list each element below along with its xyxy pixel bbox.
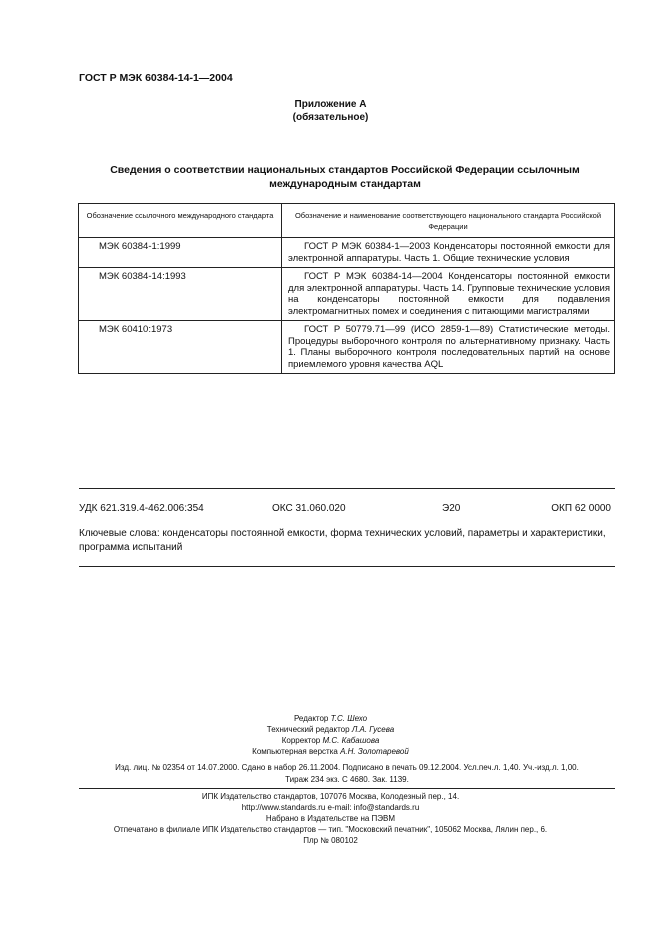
layout-label: Компьютерная верстка xyxy=(252,747,338,756)
tech-editor-name: Л.А. Гусева xyxy=(351,725,395,734)
table-cell-national: ГОСТ Р 50779.71—99 (ИСО 2859-1—89) Статистические методы. Процедуры выборочного контроля по альтернативному признаку. Часть 1. Планы выборочного контроля последовательных партий на основе приемлемого уровня качества AQL xyxy=(282,321,615,374)
table-header-row xyxy=(79,204,615,238)
layout-name: А.Н. Золотаревой xyxy=(340,747,409,756)
e-code: Э20 xyxy=(442,503,461,514)
layout-line xyxy=(0,746,661,757)
document-code: ГОСТ Р МЭК 60384-14-1—2004 xyxy=(79,72,233,84)
table-row xyxy=(79,238,615,268)
publisher-info xyxy=(0,791,661,846)
edition-line-1: Изд. лиц. № 02354 от 14.07.2000. Сдано в набор 26.11.2004. Подписано в печать 09.12.2004. Усл.печ.л. 1,40. Уч.-изд.л. 1,00. xyxy=(115,763,579,772)
editor-name: Т.С. Шехо xyxy=(330,714,368,723)
editor-line xyxy=(0,713,661,724)
table-cell-intl: МЭК 60384-1:1999 xyxy=(79,238,282,268)
publisher-line-5: Плр № 080102 xyxy=(303,836,358,845)
reference-table xyxy=(78,203,615,374)
oks-code: ОКС 31.060.020 xyxy=(272,503,346,514)
annex-subtitle: (обязательное) xyxy=(292,112,369,123)
corrector-label: Корректор xyxy=(281,736,321,745)
table-cell-national: ГОСТ Р МЭК 60384-14—2004 Конденсаторы постоянной емкости для электронной аппаратуры. Часть 14. Групповые технические условия на конденсаторы постоянной емкости для подавления электромагнитных помех и соединения с питающими магистралями xyxy=(282,268,615,321)
udk-code: УДК 621.319.4-462.006:354 xyxy=(79,503,204,514)
editor-label: Редактор xyxy=(293,714,329,723)
divider-top xyxy=(79,488,615,489)
table-row xyxy=(79,268,615,321)
keywords: Ключевые слова: конденсаторы постоянной емкости, форма технических условий, параметры и характеристики, программа испытаний xyxy=(79,528,606,553)
edition-info xyxy=(79,762,615,786)
tech-editor-label: Технический редактор xyxy=(266,725,350,734)
divider-imprint xyxy=(79,788,615,789)
section-title: Сведения о соответствии национальных стандартов Российской Федерации ссылочным международным стандартам xyxy=(110,164,580,190)
publisher-line-2: http://www.standards.ru e-mail: info@standards.ru xyxy=(241,803,420,812)
table-cell-intl: МЭК 60410:1973 xyxy=(79,321,282,374)
okp-code: ОКП 62 0000 xyxy=(551,503,611,514)
publisher-line-3: Набрано в Издательстве на ПЭВМ xyxy=(265,814,396,823)
divider-bottom xyxy=(79,566,615,567)
table-header-intl: Обозначение ссылочного международного стандарта xyxy=(79,204,282,238)
edition-line-2: Тираж 234 экз. С 4680. Зак. 1139. xyxy=(285,775,409,784)
table-row xyxy=(79,321,615,374)
publisher-line-1: ИПК Издательство стандартов, 107076 Москва, Колодезный пер., 14. xyxy=(201,792,460,801)
table-header-national: Обозначение и наименование соответствующего национального стандарта Российской Федерации xyxy=(282,204,615,238)
table-cell-national: ГОСТ Р МЭК 60384-1—2003 Конденсаторы постоянной емкости для электронной аппаратуры. Часть 1. Общие технические условия xyxy=(282,238,615,268)
publisher-line-4: Отпечатано в филиале ИПК Издательство стандартов — тип. "Московский печатник", 105062 Москва, Лялин пер., 6. xyxy=(113,825,548,834)
corrector-name: М.С. Кабашова xyxy=(322,736,380,745)
corrector-line xyxy=(0,735,661,746)
annex-title: Приложение А xyxy=(294,99,367,110)
tech-editor-line xyxy=(0,724,661,735)
table-cell-intl: МЭК 60384-14:1993 xyxy=(79,268,282,321)
